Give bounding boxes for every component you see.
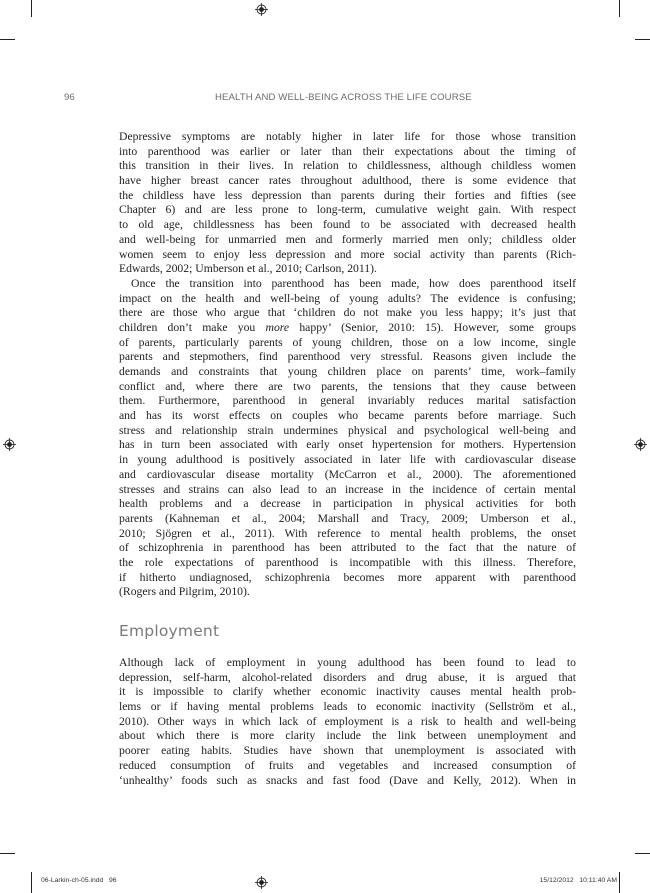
text-line: reduced consumption of fruits and vegetables and increased consumption of bbox=[119, 758, 576, 772]
slug-timestamp: 15/12/2012 10:11:40 AM bbox=[539, 877, 617, 884]
text-line: the childless have less depression than parents during their forties and fifties (see bbox=[119, 188, 576, 202]
running-head-title: HEALTH AND WELL-BEING ACROSS THE LIFE COURSE bbox=[215, 92, 472, 103]
text-line: has in turn been associated with early onset hypertension for mothers. Hypertension bbox=[119, 438, 576, 452]
registration-mark-icon bbox=[634, 438, 647, 451]
crop-mark-top-left-vertical bbox=[31, 0, 32, 17]
text-line: depression, self-harm, alcohol-related disorders and drug abuse, it is argued that bbox=[119, 670, 576, 684]
text-line: Once the transition into parenthood has been made, how does parenthood itself bbox=[131, 276, 576, 290]
body-text-block bbox=[119, 130, 576, 600]
text-line: children don’t make you more happy’ (Senior, 2010: 15). However, some groups bbox=[119, 320, 577, 334]
crop-mark-bottom-left-horizontal bbox=[0, 853, 15, 854]
text-line: and has its worst effects on couples who became parents before marriage. Such bbox=[119, 409, 576, 423]
text-line: and well-being for unmarried men and formerly married men only; childless older bbox=[119, 232, 576, 246]
text-line: Edwards, 2002; Umberson et al., 2010; Carlson, 2011). bbox=[119, 262, 377, 276]
slug-file-name: 06-Larkin-ch-05.indd 96 bbox=[41, 877, 117, 884]
text-line: have higher breast cancer rates throughout adulthood, there is some evidence that bbox=[119, 174, 576, 188]
text-line: Although lack of employment in young adulthood has been found to lead to bbox=[119, 656, 576, 669]
text-line: conflict and, where there are two parents, the tensions that they cause between bbox=[119, 379, 576, 393]
page-number: 96 bbox=[64, 92, 75, 103]
text-line: lems or if having mental problems leads to economic inactivity (Sellström et al., bbox=[119, 700, 576, 714]
text-line: (Rogers and Pilgrim, 2010). bbox=[119, 585, 250, 599]
section-heading: Employment bbox=[119, 622, 220, 640]
text-line: if hitherto undiagnosed, schizophrenia becomes more apparent with parenthood bbox=[119, 570, 576, 584]
text-line: health problems and a decrease in participation in physical activities for both bbox=[119, 497, 576, 511]
text-line: 2010). Other ways in which lack of employment is a risk to health and well-being bbox=[119, 714, 576, 728]
text-line: 2010; Sjögren et al., 2011). With reference to mental health problems, the onset bbox=[119, 526, 576, 540]
text-line: the role expectations of parenthood is incompatible with this illness. Therefore, bbox=[119, 555, 576, 569]
crop-mark-bottom-right-horizontal bbox=[635, 853, 650, 854]
text-line: impact on the health and well-being of young adults? The evidence is confusing; bbox=[119, 291, 576, 305]
crop-mark-bottom-left-vertical bbox=[31, 872, 32, 893]
text-line: stresses and strains can also lead to an increase in the incidence of certain mental bbox=[119, 482, 576, 496]
text-line: it is impossible to clarify whether economic inactivity causes mental health prob- bbox=[119, 685, 576, 699]
text-line: there are those who argue that ‘children do not make you less happy; it’s just that bbox=[119, 306, 576, 320]
text-line: this transition in their lives. In relation to childlessness, although childless women bbox=[119, 159, 576, 173]
text-line: poorer eating habits. Studies have shown that unemployment is associated with bbox=[119, 744, 576, 758]
crop-mark-top-right-vertical bbox=[619, 0, 620, 17]
crop-mark-bottom-right-vertical bbox=[619, 872, 620, 893]
text-line: demands and constraints that young children place on parents’ time, work–family bbox=[119, 365, 576, 378]
text-line: of parents, particularly parents of young children, those on a low income, single bbox=[119, 335, 576, 349]
text-line: Chapter 6) and are less prone to long-term, cumulative weight gain. With respect bbox=[119, 203, 576, 217]
paragraph bbox=[119, 130, 576, 277]
text-line: women seem to enjoy less depression and more social activity than parents (Rich- bbox=[119, 247, 576, 261]
running-head bbox=[0, 92, 650, 106]
text-line: stress and relationship strain undermines physical and psychological well-being and bbox=[119, 423, 576, 437]
text-line: of schizophrenia in parenthood has been attributed to the fact that the nature of bbox=[119, 541, 576, 555]
text-line: ‘unhealthy’ foods such as snacks and fast food (Dave and Kelly, 2012). When in bbox=[119, 773, 576, 787]
paragraph bbox=[119, 277, 576, 600]
registration-mark-icon bbox=[255, 3, 268, 16]
paragraph bbox=[119, 656, 576, 788]
text-line: parents and stepmothers, find parenthood very stressful. Reasons given include the bbox=[119, 350, 576, 364]
crop-mark-top-right-horizontal bbox=[635, 39, 650, 40]
text-line: parents (Kahneman et al., 2004; Marshall and Tracy, 2009; Umberson et al., bbox=[119, 511, 576, 525]
registration-mark-icon bbox=[255, 876, 268, 889]
text-line: Depressive symptoms are notably higher in later life for those whose transition bbox=[119, 130, 576, 143]
body-text-block bbox=[119, 656, 576, 788]
text-line: in young adulthood is positively associated in later life with cardiovascular disease bbox=[119, 453, 576, 467]
registration-mark-icon bbox=[3, 438, 16, 451]
text-line: and cardiovascular disease mortality (McCarron et al., 2000). The aforementioned bbox=[119, 467, 576, 481]
text-line: about which there is more clarity include the link between unemployment and bbox=[119, 729, 576, 743]
crop-mark-top-left-horizontal bbox=[0, 39, 15, 40]
text-line: to old age, childlessness has been found to be associated with decreased health bbox=[119, 218, 576, 232]
text-line: into parenthood was earlier or later than their expectations about the timing of bbox=[119, 144, 576, 158]
text-line: them. Furthermore, parenthood in general invariably reduces marital satisfaction bbox=[119, 394, 576, 408]
